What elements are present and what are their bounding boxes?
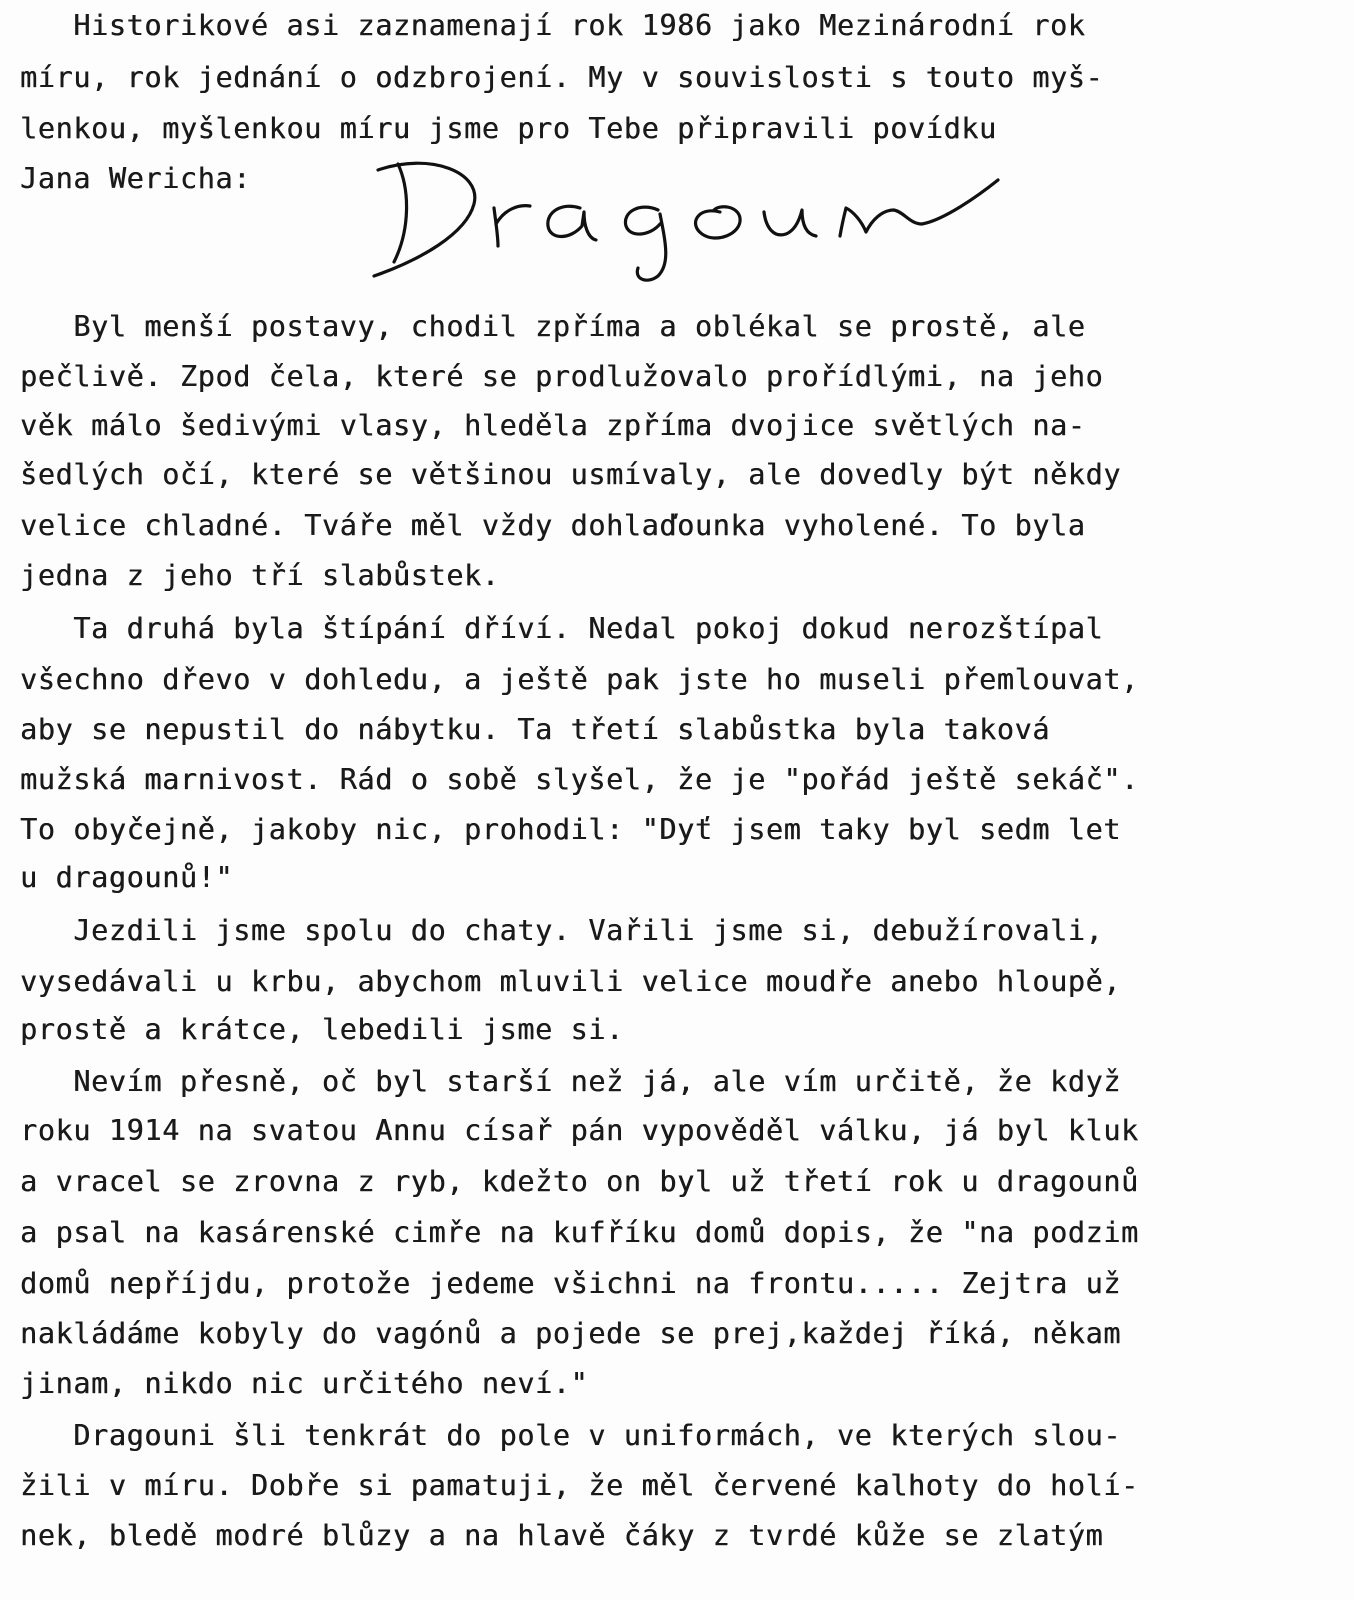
paragraph-3-line-1: Jezdili jsme spolu do chaty. Vařili jsme si, debužírovali, xyxy=(20,914,1104,947)
intro-line-2: míru, rok jednání o odzbrojení. My v souvislosti s touto myš- xyxy=(20,61,1104,94)
paragraph-4-line-2: roku 1914 na svatou Annu císař pán vypověděl válku, já byl kluk xyxy=(20,1114,1139,1147)
paragraph-2-line-3: aby se nepustil do nábytku. Ta třetí slabůstka byla taková xyxy=(20,713,1050,746)
intro-line-4: Jana Wericha: xyxy=(20,162,251,195)
paragraph-4-line-1: Nevím přesně, oč byl starší než já, ale vím určitě, že když xyxy=(20,1065,1122,1098)
intro-line-3: lenkou, myšlenkou míru jsme pro Tebe připravili povídku xyxy=(20,112,997,145)
paragraph-1-line-6: jedna z jeho tří slabůstek. xyxy=(20,559,500,592)
paragraph-1-line-2: pečlivě. Zpod čela, které se prodlužovalo prořídlými, na jeho xyxy=(20,360,1104,393)
handwritten-title xyxy=(370,150,1020,290)
paragraph-2-line-5: To obyčejně, jakoby nic, prohodil: "Dyť jsem taky byl sedm let xyxy=(20,813,1122,846)
paragraph-2-line-4: mužská marnivost. Rád o sobě slyšel, že je "pořád ještě sekáč". xyxy=(20,763,1139,796)
paragraph-2-line-6: u dragounů!" xyxy=(20,861,234,894)
paragraph-4-line-4: a psal na kasárenské cimře na kufříku domů dopis, že "na podzim xyxy=(20,1216,1139,1249)
paragraph-5-line-3: nek, bledě modré blůzy a na hlavě čáky z tvrdé kůže se zlatým xyxy=(20,1519,1104,1552)
paragraph-4-line-5: domů nepříjdu, protože jedeme všichni na frontu..... Zejtra už xyxy=(20,1267,1122,1300)
paragraph-3-line-2: vysedávali u krbu, abychom mluvili velice moudře anebo hloupě, xyxy=(20,965,1122,998)
paragraph-4-line-7: jinam, nikdo nic určitého neví." xyxy=(20,1367,589,1400)
paragraph-1-line-3: věk málo šedivými vlasy, hleděla zpříma dvojice světlých na- xyxy=(20,409,1086,442)
paragraph-5-line-2: žili v míru. Dobře si pamatuji, že měl červené kalhoty do holí- xyxy=(20,1469,1139,1502)
paragraph-5-line-1: Dragouni šli tenkrát do pole v uniformách, ve kterých slou- xyxy=(20,1419,1122,1452)
paragraph-1-line-5: velice chladné. Tváře měl vždy dohlaďounka vyholené. To byla xyxy=(20,509,1086,542)
paragraph-3-line-3: prostě a krátce, lebedili jsme si. xyxy=(20,1013,624,1046)
paragraph-2-line-2: všechno dřevo v dohledu, a ještě pak jste ho museli přemlouvat, xyxy=(20,663,1139,696)
intro-line-1: Historikové asi zaznamenají rok 1986 jako Mezinárodní rok xyxy=(20,9,1086,42)
paragraph-2-line-1: Ta druhá byla štípání dříví. Nedal pokoj dokud nerozštípal xyxy=(20,612,1104,645)
paragraph-4-line-6: nakládáme kobyly do vagónů a pojede se prej,každej říká, někam xyxy=(20,1317,1122,1350)
paragraph-4-line-3: a vracel se zrovna z ryb, kdežto on byl už třetí rok u dragounů xyxy=(20,1165,1139,1198)
paragraph-1-line-4: šedlých očí, které se většinou usmívaly, ale dovedly být někdy xyxy=(20,458,1122,491)
paragraph-1-line-1: Byl menší postavy, chodil zpříma a oblékal se prostě, ale xyxy=(20,310,1086,343)
